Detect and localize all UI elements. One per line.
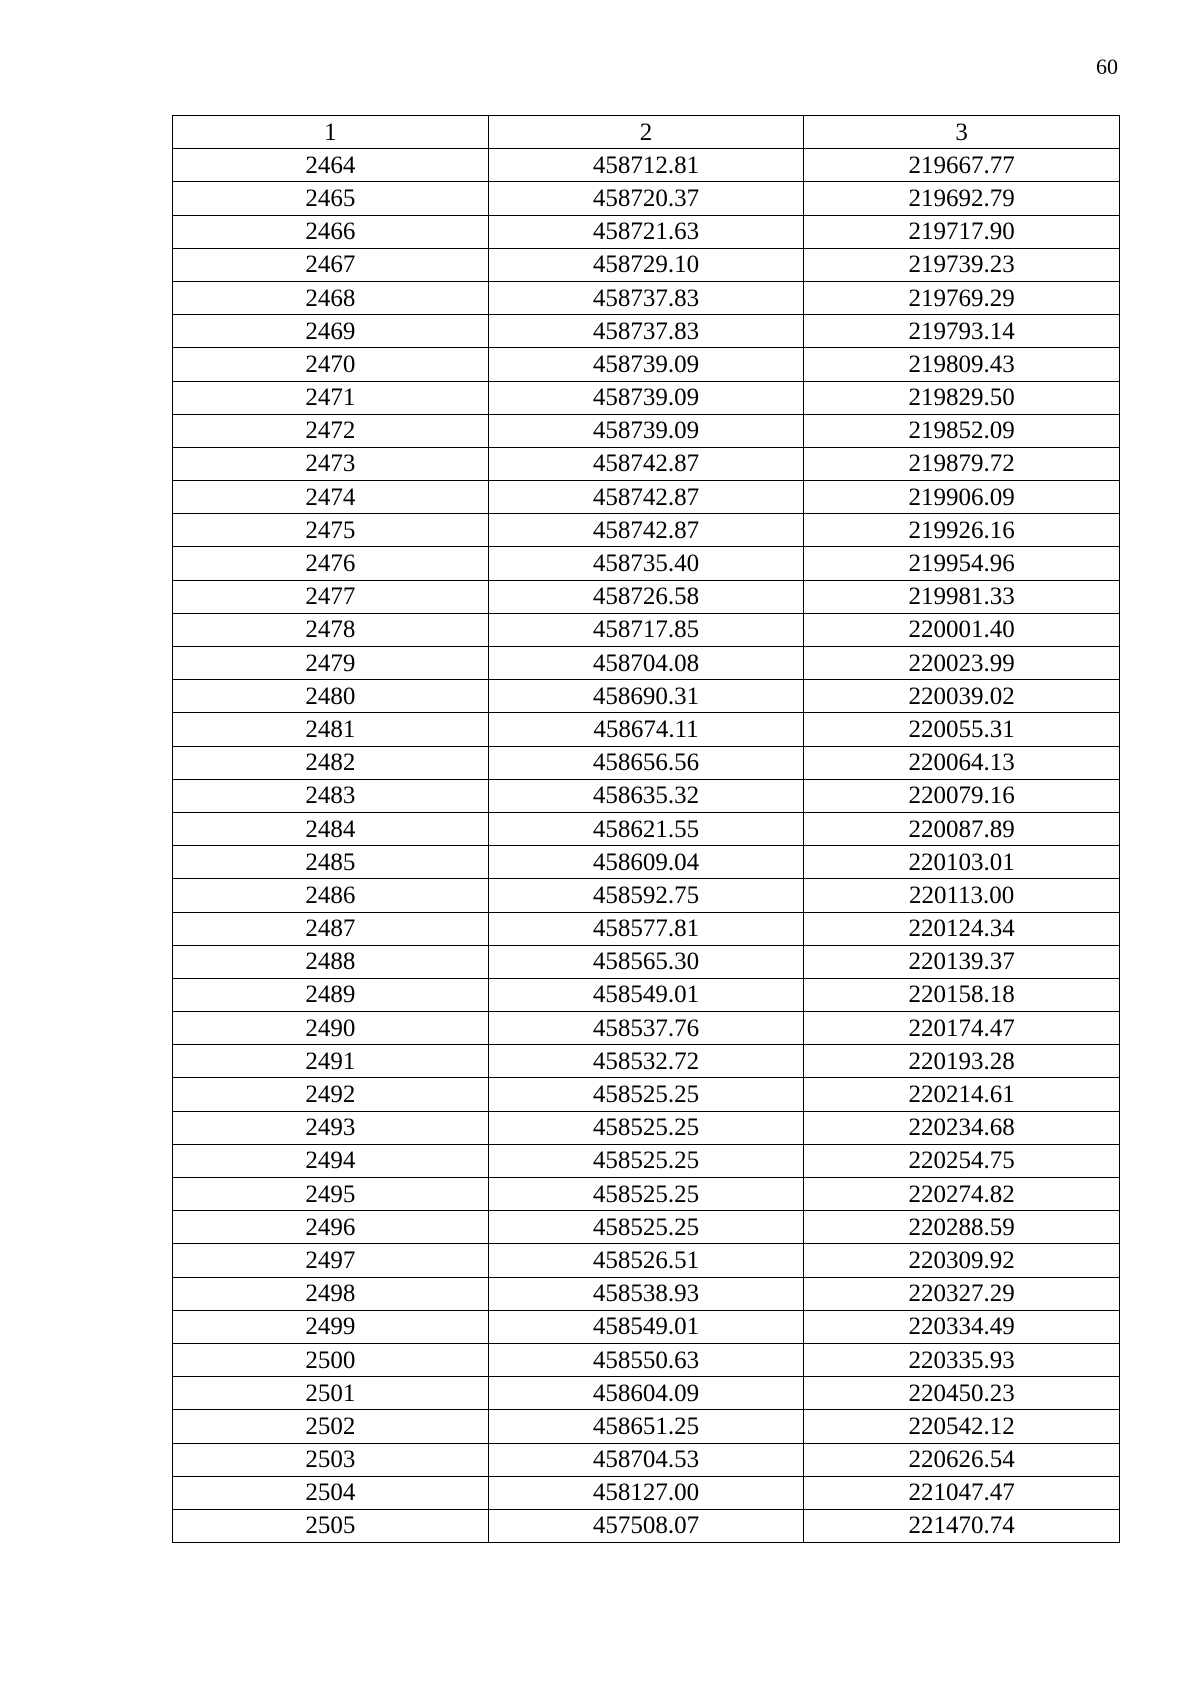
table-cell: 2479 — [173, 647, 489, 680]
table-cell: 2470 — [173, 348, 489, 381]
table-cell: 457508.07 — [488, 1509, 804, 1542]
column-header: 2 — [488, 116, 804, 149]
table-cell: 2499 — [173, 1310, 489, 1343]
table-cell: 458720.37 — [488, 182, 804, 215]
table-cell: 2498 — [173, 1277, 489, 1310]
table-cell: 458742.87 — [488, 514, 804, 547]
table-cell: 220335.93 — [804, 1343, 1120, 1376]
table-cell: 2495 — [173, 1178, 489, 1211]
table-cell: 458549.01 — [488, 1310, 804, 1343]
table-cell: 219739.23 — [804, 248, 1120, 281]
table-row — [173, 414, 1120, 447]
table-cell: 219793.14 — [804, 315, 1120, 348]
table-cell: 458735.40 — [488, 547, 804, 580]
table-cell: 2493 — [173, 1111, 489, 1144]
table-cell: 2480 — [173, 680, 489, 713]
table-row — [173, 315, 1120, 348]
table-cell: 458704.53 — [488, 1443, 804, 1476]
table-cell: 2502 — [173, 1410, 489, 1443]
table-row — [173, 779, 1120, 812]
table-cell: 2484 — [173, 812, 489, 845]
table-row — [173, 580, 1120, 613]
table-row — [173, 846, 1120, 879]
table-cell: 2503 — [173, 1443, 489, 1476]
table-cell: 2468 — [173, 281, 489, 314]
table-cell: 458717.85 — [488, 613, 804, 646]
table-cell: 458674.11 — [488, 713, 804, 746]
table-row — [173, 1509, 1120, 1542]
table-cell: 2467 — [173, 248, 489, 281]
table-cell: 219852.09 — [804, 414, 1120, 447]
table-row — [173, 481, 1120, 514]
table-cell: 219926.16 — [804, 514, 1120, 547]
table-cell: 458127.00 — [488, 1476, 804, 1509]
table-row — [173, 879, 1120, 912]
table-cell: 2488 — [173, 945, 489, 978]
table-cell: 458712.81 — [488, 149, 804, 182]
table-cell: 220124.34 — [804, 912, 1120, 945]
table-cell: 458538.93 — [488, 1277, 804, 1310]
table-cell: 219879.72 — [804, 447, 1120, 480]
table-row — [173, 1277, 1120, 1310]
table-cell: 220542.12 — [804, 1410, 1120, 1443]
table-cell: 219981.33 — [804, 580, 1120, 613]
table-cell: 458525.25 — [488, 1144, 804, 1177]
table-cell: 220113.00 — [804, 879, 1120, 912]
table-cell: 2491 — [173, 1045, 489, 1078]
table-cell: 2464 — [173, 149, 489, 182]
table-row — [173, 1012, 1120, 1045]
table-row — [173, 1178, 1120, 1211]
table-cell: 220234.68 — [804, 1111, 1120, 1144]
table-row — [173, 647, 1120, 680]
table-cell: 2492 — [173, 1078, 489, 1111]
table-cell: 2469 — [173, 315, 489, 348]
table-cell: 220214.61 — [804, 1078, 1120, 1111]
table-row — [173, 1410, 1120, 1443]
table-row — [173, 514, 1120, 547]
table-cell: 2505 — [173, 1509, 489, 1542]
table-cell: 220055.31 — [804, 713, 1120, 746]
table-cell: 2500 — [173, 1343, 489, 1376]
table-cell: 2487 — [173, 912, 489, 945]
table-cell: 458742.87 — [488, 447, 804, 480]
table-cell: 2485 — [173, 846, 489, 879]
table-row — [173, 1111, 1120, 1144]
table-cell: 220087.89 — [804, 812, 1120, 845]
table-cell: 458592.75 — [488, 879, 804, 912]
table-row — [173, 1045, 1120, 1078]
table-cell: 220158.18 — [804, 978, 1120, 1011]
table-cell: 220309.92 — [804, 1244, 1120, 1277]
table-cell: 2501 — [173, 1377, 489, 1410]
table-cell: 221047.47 — [804, 1476, 1120, 1509]
table-row — [173, 812, 1120, 845]
table-cell: 458729.10 — [488, 248, 804, 281]
table-cell: 458737.83 — [488, 315, 804, 348]
table-row — [173, 1078, 1120, 1111]
table-cell: 458526.51 — [488, 1244, 804, 1277]
table-row — [173, 613, 1120, 646]
table-row — [173, 215, 1120, 248]
table-cell: 219667.77 — [804, 149, 1120, 182]
table-row — [173, 381, 1120, 414]
table-cell: 220254.75 — [804, 1144, 1120, 1177]
table-row — [173, 1443, 1120, 1476]
table-cell: 220079.16 — [804, 779, 1120, 812]
table-row — [173, 182, 1120, 215]
table-cell: 220001.40 — [804, 613, 1120, 646]
table-cell: 219809.43 — [804, 348, 1120, 381]
table-cell: 458609.04 — [488, 846, 804, 879]
table-cell: 458690.31 — [488, 680, 804, 713]
table-row — [173, 547, 1120, 580]
table-row — [173, 447, 1120, 480]
table-cell: 220193.28 — [804, 1045, 1120, 1078]
table-header-row — [173, 116, 1120, 149]
table-cell: 458525.25 — [488, 1211, 804, 1244]
table-cell: 458635.32 — [488, 779, 804, 812]
table-cell: 2471 — [173, 381, 489, 414]
table-cell: 458704.08 — [488, 647, 804, 680]
column-header: 3 — [804, 116, 1120, 149]
table-cell: 458532.72 — [488, 1045, 804, 1078]
table-row — [173, 912, 1120, 945]
table-body — [173, 149, 1120, 1543]
coordinates-table — [172, 115, 1120, 1543]
table-cell: 458739.09 — [488, 348, 804, 381]
table-row — [173, 248, 1120, 281]
table-cell: 2476 — [173, 547, 489, 580]
table-row — [173, 1211, 1120, 1244]
table-cell: 2482 — [173, 746, 489, 779]
table-cell: 219954.96 — [804, 547, 1120, 580]
table-cell: 221470.74 — [804, 1509, 1120, 1542]
table-cell: 220327.29 — [804, 1277, 1120, 1310]
table-cell: 458604.09 — [488, 1377, 804, 1410]
table-cell: 2477 — [173, 580, 489, 613]
table-cell: 220174.47 — [804, 1012, 1120, 1045]
table-cell: 458565.30 — [488, 945, 804, 978]
table-row — [173, 1476, 1120, 1509]
table-cell: 458550.63 — [488, 1343, 804, 1376]
table-cell: 458549.01 — [488, 978, 804, 1011]
table-row — [173, 348, 1120, 381]
table-cell: 219906.09 — [804, 481, 1120, 514]
table-cell: 458525.25 — [488, 1078, 804, 1111]
table-row — [173, 1144, 1120, 1177]
table-row — [173, 149, 1120, 182]
table-cell: 458537.76 — [488, 1012, 804, 1045]
table-cell: 220288.59 — [804, 1211, 1120, 1244]
table-row — [173, 978, 1120, 1011]
table-cell: 458525.25 — [488, 1178, 804, 1211]
table-cell: 220334.49 — [804, 1310, 1120, 1343]
table-cell: 2475 — [173, 514, 489, 547]
table-cell: 2497 — [173, 1244, 489, 1277]
table-cell: 219692.79 — [804, 182, 1120, 215]
table-cell: 2504 — [173, 1476, 489, 1509]
table-cell: 458621.55 — [488, 812, 804, 845]
table-row — [173, 1343, 1120, 1376]
table-row — [173, 1244, 1120, 1277]
table-cell: 219769.29 — [804, 281, 1120, 314]
table-cell: 2489 — [173, 978, 489, 1011]
table-row — [173, 945, 1120, 978]
table-cell: 2472 — [173, 414, 489, 447]
table-cell: 458737.83 — [488, 281, 804, 314]
table-cell: 2466 — [173, 215, 489, 248]
table-row — [173, 281, 1120, 314]
table-cell: 220139.37 — [804, 945, 1120, 978]
table-cell: 458656.56 — [488, 746, 804, 779]
table-cell: 219717.90 — [804, 215, 1120, 248]
table-cell: 220039.02 — [804, 680, 1120, 713]
table-row — [173, 746, 1120, 779]
table-cell: 2481 — [173, 713, 489, 746]
table-row — [173, 713, 1120, 746]
table-cell: 220450.23 — [804, 1377, 1120, 1410]
table-cell: 2486 — [173, 879, 489, 912]
table-cell: 458739.09 — [488, 414, 804, 447]
table-cell: 2483 — [173, 779, 489, 812]
table-cell: 2478 — [173, 613, 489, 646]
table-row — [173, 1377, 1120, 1410]
table-cell: 458651.25 — [488, 1410, 804, 1443]
table-cell: 219829.50 — [804, 381, 1120, 414]
table-cell: 2465 — [173, 182, 489, 215]
table-cell: 458577.81 — [488, 912, 804, 945]
table-cell: 220064.13 — [804, 746, 1120, 779]
table-row — [173, 1310, 1120, 1343]
table-cell: 220023.99 — [804, 647, 1120, 680]
table-cell: 458726.58 — [488, 580, 804, 613]
table-cell: 220274.82 — [804, 1178, 1120, 1211]
page-number: 60 — [1096, 54, 1118, 79]
table-row — [173, 680, 1120, 713]
table-cell: 458739.09 — [488, 381, 804, 414]
column-header: 1 — [173, 116, 489, 149]
table-cell: 2490 — [173, 1012, 489, 1045]
table-cell: 220103.01 — [804, 846, 1120, 879]
table-cell: 220626.54 — [804, 1443, 1120, 1476]
table-cell: 2474 — [173, 481, 489, 514]
table-cell: 2496 — [173, 1211, 489, 1244]
table-cell: 2473 — [173, 447, 489, 480]
table-cell: 458742.87 — [488, 481, 804, 514]
table-cell: 2494 — [173, 1144, 489, 1177]
table-cell: 458525.25 — [488, 1111, 804, 1144]
table-cell: 458721.63 — [488, 215, 804, 248]
